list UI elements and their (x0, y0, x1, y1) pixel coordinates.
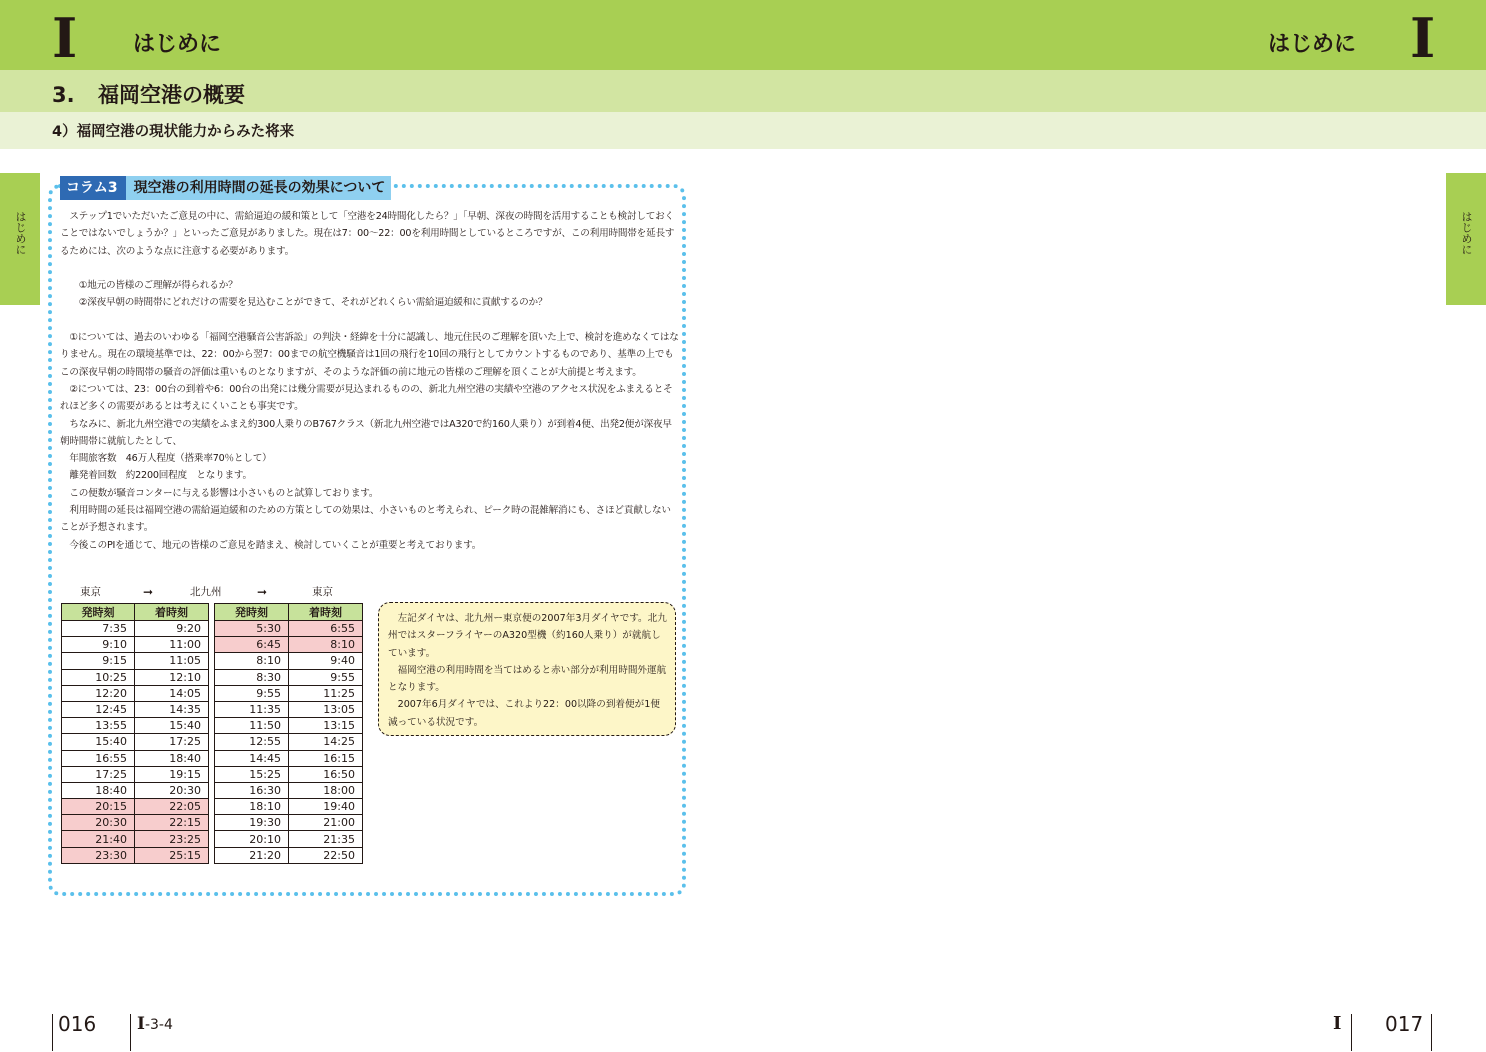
depart-time-cell: 13:55 (62, 718, 135, 734)
table-row (62, 766, 363, 782)
depart-time-cell: 17:25 (62, 766, 135, 782)
depart-time-cell: 11:50 (215, 718, 289, 734)
paragraph: ①地元の皆様のご理解が得られるか？ (60, 280, 238, 292)
arrive-time-cell: 13:15 (289, 718, 363, 734)
table-row (62, 799, 363, 815)
footer-code-num: -3-4 (144, 1017, 173, 1033)
page-number-left: 016 (58, 1012, 97, 1036)
depart-time-cell: 21:20 (215, 847, 289, 863)
depart-time-cell: 20:10 (215, 831, 289, 847)
section-title (52, 81, 245, 109)
depart-time-cell: 18:10 (215, 799, 289, 815)
arrive-time-cell: 11:00 (135, 637, 209, 653)
arrive-time-cell: 22:15 (135, 815, 209, 831)
depart-time-cell: 15:25 (215, 766, 289, 782)
header-arrive-1: 着時刻 (135, 604, 209, 621)
arrive-time-cell: 15:40 (135, 718, 209, 734)
depart-time-cell: 12:20 (62, 685, 135, 701)
route-to: 東京 (312, 586, 333, 598)
depart-time-cell: 21:40 (62, 831, 135, 847)
chapter-roman-right: I (1410, 6, 1436, 70)
arrive-time-cell: 9:55 (289, 669, 363, 685)
table-row (62, 847, 363, 863)
side-tab-left-label: はじめに (14, 211, 27, 255)
side-tab-left (0, 173, 40, 305)
route-arrow-2: ➞ (257, 585, 268, 599)
footer-rule-right-2 (1431, 1014, 1432, 1051)
schedule-table (61, 603, 363, 864)
schedule-header-row (62, 604, 363, 621)
arrive-time-cell: 11:25 (289, 685, 363, 701)
depart-time-cell: 12:55 (215, 734, 289, 750)
footer-code (137, 1014, 173, 1035)
paragraph: ①については、過去のいわゆる「福岡空港騒音公害訴訟」の判決・経緯を十分に認識し、地元住民のご理解を頂いた上で、検討を進めなくてはなりません。現在の環境基準では、22：00から翌7：00までの航空機騒音は1回の飛行を10回の飛行としてカウントするものであり、基準の上でもこの深夜早朝の時間帯の騒音の評価は重いものとなりますが、そのような評価の前に地元の皆様のご理解を頂くことが大前提と考えます。 (60, 332, 679, 378)
arrive-time-cell: 8:10 (289, 637, 363, 653)
depart-time-cell: 20:30 (62, 815, 135, 831)
paragraph: ちなみに、新北九州空港での実績をふまえ約300人乗りのB767クラス（新北九州空港ではA320で約160人乗り）が到着4便、出発2便が深夜早朝時間帯に就航したとして、 (60, 418, 672, 447)
table-row (62, 718, 363, 734)
paragraph: 利用時間の延長は福岡空港の需給逼迫緩和のための方策としての効果は、小さいものと考えられ、ピーク時の混雑解消にも、さほど貢献しないことが予想されます。 (60, 505, 671, 534)
depart-time-cell: 18:40 (62, 782, 135, 798)
header-depart-2: 発時刻 (215, 604, 289, 621)
footer-rule-left-2 (130, 1014, 131, 1051)
depart-time-cell: 8:30 (215, 669, 289, 685)
depart-time-cell: 10:25 (62, 669, 135, 685)
page-number-right: 017 (1385, 1012, 1424, 1036)
note-box (378, 602, 676, 736)
paragraph: 離発着回数 約2200回程度 となります。 (60, 470, 252, 482)
table-row (62, 750, 363, 766)
arrive-time-cell: 12:10 (135, 669, 209, 685)
side-tab-right (1446, 173, 1486, 305)
table-row (62, 669, 363, 685)
depart-time-cell: 7:35 (62, 621, 135, 637)
table-row (62, 685, 363, 701)
footer-roman-right: I (1333, 1013, 1342, 1034)
spacer (60, 312, 680, 329)
column-tag: コラム3 (60, 176, 126, 200)
note-paragraph: 2007年6月ダイヤでは、これより22：00以降の到着便が1便減っている状況です。 (388, 699, 660, 728)
arrive-time-cell: 22:50 (289, 847, 363, 863)
table-row (62, 701, 363, 717)
arrive-time-cell: 19:40 (289, 799, 363, 815)
footer-code-roman: I (137, 1014, 145, 1034)
arrive-time-cell: 20:30 (135, 782, 209, 798)
arrive-time-cell: 14:35 (135, 701, 209, 717)
arrive-time-cell: 17:25 (135, 734, 209, 750)
note-paragraph: 福岡空港の利用時間を当てはめると赤い部分が利用時間外運航となります。 (388, 664, 667, 694)
arrive-time-cell: 21:35 (289, 831, 363, 847)
depart-time-cell: 6:45 (215, 637, 289, 653)
chapter-roman-left: I (52, 6, 78, 70)
paragraph: 年間旅客数 46万人程度（搭乗率70％として） (60, 453, 272, 465)
footer-rule-left (52, 1014, 53, 1051)
arrive-time-cell: 22:05 (135, 799, 209, 815)
table-row (62, 621, 363, 637)
table-row (62, 637, 363, 653)
arrive-time-cell: 13:05 (289, 701, 363, 717)
spacer (60, 260, 680, 277)
depart-time-cell: 19:30 (215, 815, 289, 831)
depart-time-cell: 20:15 (62, 799, 135, 815)
arrive-time-cell: 14:05 (135, 685, 209, 701)
depart-time-cell: 23:30 (62, 847, 135, 863)
depart-time-cell: 5:30 (215, 621, 289, 637)
arrive-time-cell: 16:15 (289, 750, 363, 766)
paragraph: ②深夜早朝の時間帯にどれだけの需要を見込むことができて、それがどれくらい需給逼迫緩和に貢献するのか？ (60, 297, 548, 309)
route-from: 東京 (80, 586, 101, 598)
depart-time-cell: 16:30 (215, 782, 289, 798)
section-title-text: 福岡空港の概要 (98, 83, 245, 107)
column-body (60, 208, 680, 554)
arrive-time-cell: 9:40 (289, 653, 363, 669)
arrive-time-cell: 21:00 (289, 815, 363, 831)
column-title-bar (60, 176, 391, 200)
column-title: 現空港の利用時間の延長の効果について (133, 180, 386, 196)
table-row (62, 815, 363, 831)
chapter-title-right: はじめに (1268, 32, 1357, 57)
depart-time-cell: 8:10 (215, 653, 289, 669)
table-row (62, 734, 363, 750)
subsection-title: 4）福岡空港の現状能力からみた将来 (52, 124, 295, 140)
chapter-title-left: はじめに (133, 32, 222, 57)
route-arrow-1: ➞ (143, 585, 154, 599)
side-tab-right-label: はじめに (1460, 211, 1473, 255)
depart-time-cell: 11:35 (215, 701, 289, 717)
note-paragraph: 左記ダイヤは、北九州ー東京便の2007年3月ダイヤです。北九州ではスターフライヤーのA320型機（約160人乗り）が就航しています。 (388, 613, 667, 659)
paragraph: ②については、23：00台の到着や6：00台の出発には幾分需要が見込まれるものの、新北九州空港の実績や空港のアクセス状況をふまえるとそれほど多くの需要があるとは考えにくいことも事実です。 (60, 383, 673, 413)
section-number: 3. (52, 83, 75, 107)
header-band (0, 0, 1486, 70)
schedule-body (62, 621, 363, 864)
arrive-time-cell: 18:40 (135, 750, 209, 766)
depart-time-cell: 12:45 (62, 701, 135, 717)
arrive-time-cell: 23:25 (135, 831, 209, 847)
arrive-time-cell: 19:15 (135, 766, 209, 782)
arrive-time-cell: 25:15 (135, 847, 209, 863)
route-via: 北九州 (190, 586, 222, 598)
arrive-time-cell: 6:55 (289, 621, 363, 637)
paragraph: 今後このPIを通じて、地元の皆様のご意見を踏まえ、検討していくことが重要と考えております。 (60, 539, 482, 551)
table-row (62, 653, 363, 669)
header-depart-1: 発時刻 (62, 604, 135, 621)
depart-time-cell: 16:55 (62, 750, 135, 766)
paragraph: ステップ1でいただいたご意見の中に、需給逼迫の緩和策として「空港を24時間化したら？」「早朝、深夜の時間を活用することも検討しておくことではないでしょうか？」といったご意見がありました。現在は7：00〜22：00を利用時間としているところですが、この利用時間帯を延長するためには、次のような点に注意する必要があります。 (60, 211, 675, 257)
depart-time-cell: 9:10 (62, 637, 135, 653)
footer-rule-right (1351, 1014, 1352, 1051)
depart-time-cell: 9:15 (62, 653, 135, 669)
arrive-time-cell: 18:00 (289, 782, 363, 798)
paragraph: この便数が騒音コンターに与える影響は小さいものと試算しております。 (60, 487, 379, 499)
table-row (62, 831, 363, 847)
header-arrive-2: 着時刻 (289, 604, 363, 621)
depart-time-cell: 15:40 (62, 734, 135, 750)
arrive-time-cell: 16:50 (289, 766, 363, 782)
arrive-time-cell: 14:25 (289, 734, 363, 750)
table-row (62, 782, 363, 798)
arrive-time-cell: 11:05 (135, 653, 209, 669)
depart-time-cell: 9:55 (215, 685, 289, 701)
arrive-time-cell: 9:20 (135, 621, 209, 637)
depart-time-cell: 14:45 (215, 750, 289, 766)
